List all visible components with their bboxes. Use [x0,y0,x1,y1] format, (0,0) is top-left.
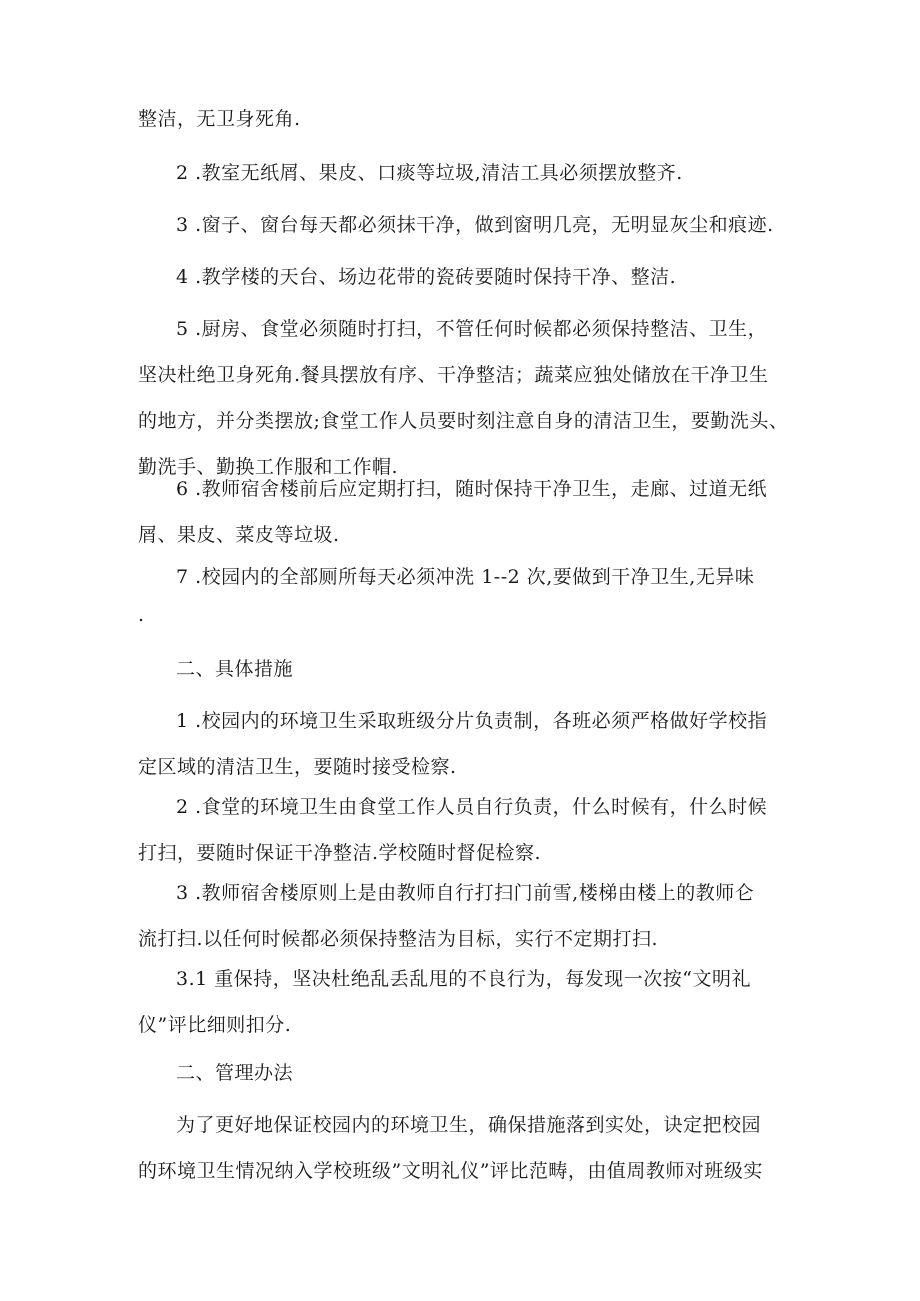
text-line: 定区域的清洁卫生，要随时接受检察. [138,756,457,778]
text-line: 4 .教学楼的天台、场边花带的瓷砖要随时保持干净、整洁. [176,266,677,288]
paragraph-management-intro [138,1102,790,1194]
text-line: 2 .教室无纸屑、果皮、口痰等垃圾,清洁工具必须摆放整齐. [176,162,683,184]
paragraph-measure-3 [138,870,790,962]
paragraph-item-3 [138,202,790,248]
text-line: 3 .窗子、窗台每天都必须抹干净，做到窗明几亮，无明显灰尘和痕迹. [176,214,774,236]
text-line: 7 .校园内的全部厕所每天必须冲洗 1--2 次,要做到干净卫生,无异味 [176,566,755,588]
text-line: 二、具体措施 [176,658,294,680]
text-line: 2 .食堂的环境卫生由食堂工作人员自行负责，什么时候有，什么时候 [176,796,768,818]
paragraph-measure-3-1 [138,956,790,1048]
text-line: 打扫，要随时保证干净整洁.学校随时督促检察. [138,842,542,864]
paragraph-continuation [138,96,790,142]
text-line: 坚决杜绝卫身死角.餐具摆放有序、干净整洁；蔬菜应独处储放在干净卫生 [138,364,769,386]
paragraph-item-2 [138,150,790,196]
text-line: 为了更好地保证校园内的环境卫生，确保措施落到实处，诀定把校园 [176,1114,762,1136]
text-line: . [138,604,145,626]
paragraph-item-6 [138,466,790,558]
text-line: 屑、果皮、菜皮等垃圾. [138,524,340,546]
paragraph-measure-1 [138,698,790,790]
text-line: 仪”评比细则扣分. [138,1014,292,1036]
section-heading-management [138,1050,790,1096]
paragraph-measure-2 [138,784,790,876]
paragraph-item-7 [138,554,790,630]
text-line: 的地方，并分类摆放;食堂工作人员要时刻注意自身的清洁卫生，要勤洗头、 [138,410,789,432]
text-line: 3.1 重保持，坚决杜绝乱丢乱甩的不良行为，每发现一次按“文明礼 [176,968,751,990]
text-line: 勤洗手、勤换工作服和工作帽. [138,456,399,478]
paragraph-item-5 [138,306,790,490]
text-line: 的环境卫生情况纳入学校班级”文明礼仪”评比范畴，由值周教师对班级实 [138,1160,763,1182]
text-line: 6 .教师宿舍楼前后应定期打扫，随时保持干净卫生，走廊、过道无纸 [176,478,768,500]
paragraph-item-4 [138,254,790,300]
text-line: 二、管理办法 [176,1062,294,1084]
text-line: 1 .校园内的环境卫生采取班级分片负责制，各班必须严格做好学校指 [176,710,768,732]
text-line: 3 .教师宿舍楼原则上是由教师自行打扫门前雪,楼梯由楼上的教师仑 [176,882,755,904]
section-heading-measures [138,646,790,692]
text-line: 流打扫.以任何时候都必须保持整洁为目标，实行不定期打扫. [138,928,659,950]
text-line: 5 .厨房、食堂必须随时打扫，不管任何时候都必须保持整洁、卫生， [176,318,768,340]
text-line: 整洁，无卫身死角. [138,108,301,130]
